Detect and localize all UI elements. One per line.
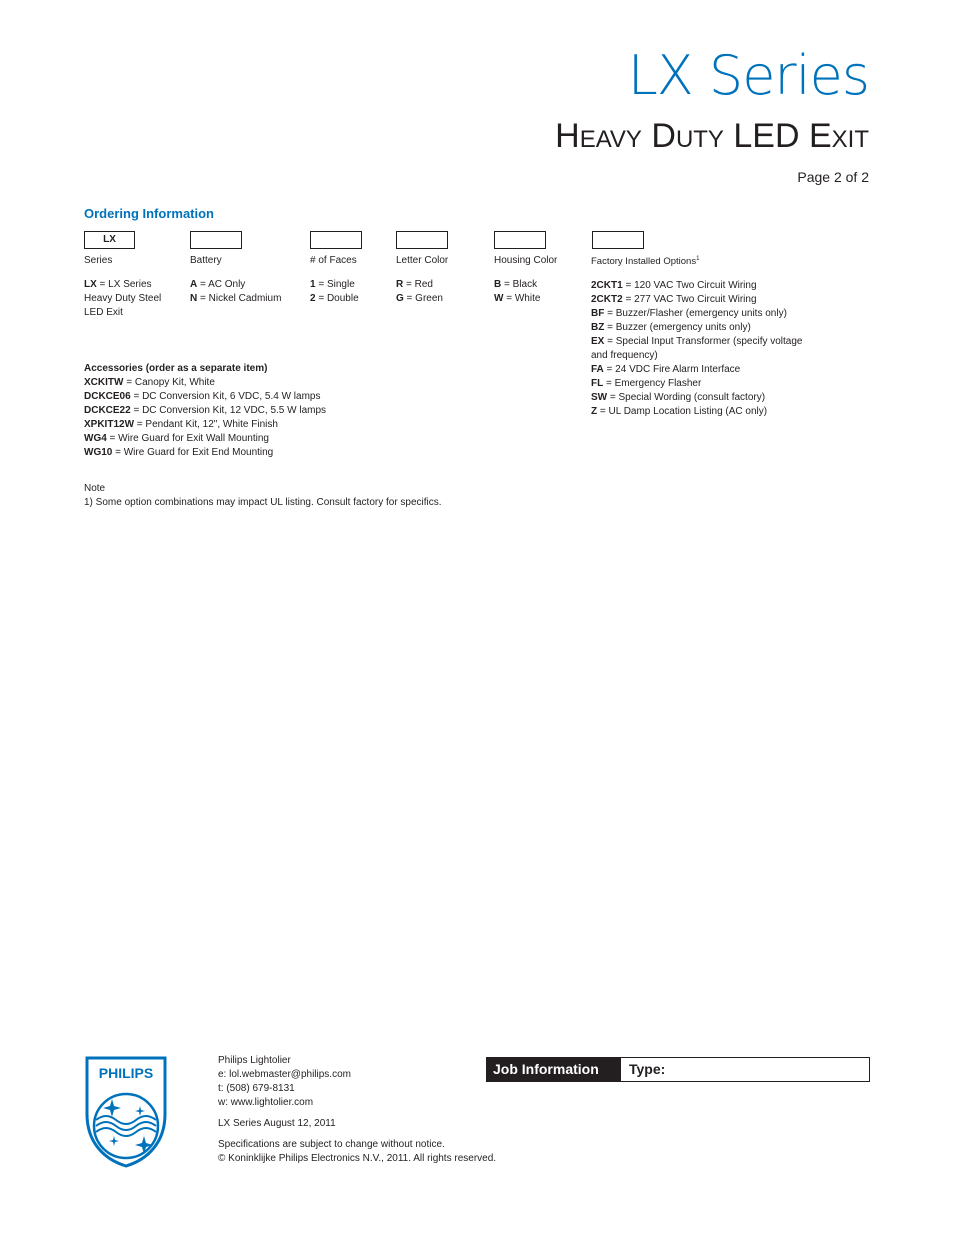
factory-option: SW = Special Wording (consult factory): [591, 392, 766, 403]
accessory-item: XPKIT12W = Pendant Kit, 12", White Finish: [84, 419, 278, 430]
note-block: [84, 482, 442, 510]
series-option: LX = LX Series: [84, 279, 152, 290]
series-label: Series: [84, 255, 113, 266]
factory-option: 2CKT2 = 277 VAC Two Circuit Wiring: [591, 294, 757, 305]
note-text: 1) Some option combinations may impact UL listing. Consult factory for specifics.: [84, 497, 442, 508]
series-extra: Heavy Duty Steel: [84, 293, 162, 304]
options-box: [592, 231, 644, 249]
series-date: LX Series August 12, 2011: [218, 1118, 336, 1129]
faces-option: 1 = Single: [310, 279, 355, 290]
faces-option: 2 = Double: [310, 293, 359, 304]
disclaimer: Specifications are subject to change without notice.: [218, 1139, 445, 1150]
series-extra: LED Exit: [84, 307, 123, 318]
philips-shield-icon: [84, 1056, 168, 1168]
faces-label: # of Faces: [310, 255, 357, 266]
accessory-item: WG4 = Wire Guard for Exit Wall Mounting: [84, 433, 269, 444]
housing-color-option: B = Black: [494, 279, 538, 290]
housing-color-label: Housing Color: [494, 255, 558, 266]
accessory-item: WG10 = Wire Guard for Exit End Mounting: [84, 447, 274, 458]
letter-color-options: [396, 278, 443, 306]
faces-box: [310, 231, 362, 249]
copyright: © Koninklijke Philips Electronics N.V., 2011. All rights reserved.: [218, 1153, 497, 1164]
factory-option: and frequency): [591, 350, 658, 361]
page-title: LX Series: [627, 44, 869, 107]
factory-option: Z = UL Damp Location Listing (AC only): [591, 406, 768, 417]
factory-options: [591, 279, 803, 419]
contact-block: [218, 1054, 351, 1110]
accessory-item: DCKCE06 = DC Conversion Kit, 6 VDC, 5.4 W lamps: [84, 391, 321, 402]
housing-color-options: [494, 278, 540, 306]
contact-email[interactable]: e: lol.webmaster@philips.com: [218, 1069, 351, 1080]
factory-option: 2CKT1 = 120 VAC Two Circuit Wiring: [591, 280, 757, 291]
letter-color-box: [396, 231, 448, 249]
philips-logo: [84, 1056, 168, 1173]
accessory-item: XCKITW = Canopy Kit, White: [84, 377, 215, 388]
battery-option: A = AC Only: [190, 279, 246, 290]
housing-color-box: [494, 231, 546, 249]
type-field[interactable]: Type:: [619, 1058, 869, 1081]
legal-block: [218, 1138, 496, 1166]
options-label: Factory Installed Options$^1$: [591, 255, 700, 267]
contact-phone: t: (508) 679-8131: [218, 1083, 295, 1094]
series-options: [84, 278, 161, 320]
company-name: Philips Lightolier: [218, 1055, 291, 1066]
page-subtitle: Heavy Duty LED Exit: [555, 117, 869, 155]
battery-box: [190, 231, 242, 249]
letter-color-option: G = Green: [396, 293, 443, 304]
factory-option: EX = Special Input Transformer (specify voltage: [591, 336, 803, 347]
page-number: Page 2 of 2: [797, 169, 869, 185]
faces-options: [310, 278, 359, 306]
job-information-label: Job Information: [487, 1058, 619, 1081]
factory-option: BZ = Buzzer (emergency units only): [591, 322, 751, 333]
factory-option: FA = 24 VDC Fire Alarm Interface: [591, 364, 741, 375]
accessories-title: Accessories (order as a separate item): [84, 363, 268, 374]
note-title: Note: [84, 483, 106, 494]
accessories-list: [84, 362, 326, 460]
letter-color-label: Letter Color: [396, 255, 449, 266]
battery-label: Battery: [190, 255, 222, 266]
factory-option: FL = Emergency Flasher: [591, 378, 702, 389]
series-box: LX: [84, 231, 135, 249]
ordering-section-title: Ordering Information: [84, 206, 214, 221]
job-information-table: [486, 1057, 870, 1082]
housing-color-option: W = White: [494, 293, 541, 304]
battery-options: [190, 278, 281, 306]
svg-text:PHILIPS: PHILIPS: [98, 1065, 154, 1081]
battery-option: N = Nickel Cadmium: [190, 293, 282, 304]
letter-color-option: R = Red: [396, 279, 433, 290]
factory-option: BF = Buzzer/Flasher (emergency units only): [591, 308, 787, 319]
contact-web[interactable]: w: www.lightolier.com: [218, 1097, 314, 1108]
accessory-item: DCKCE22 = DC Conversion Kit, 12 VDC, 5.5 W lamps: [84, 405, 327, 416]
